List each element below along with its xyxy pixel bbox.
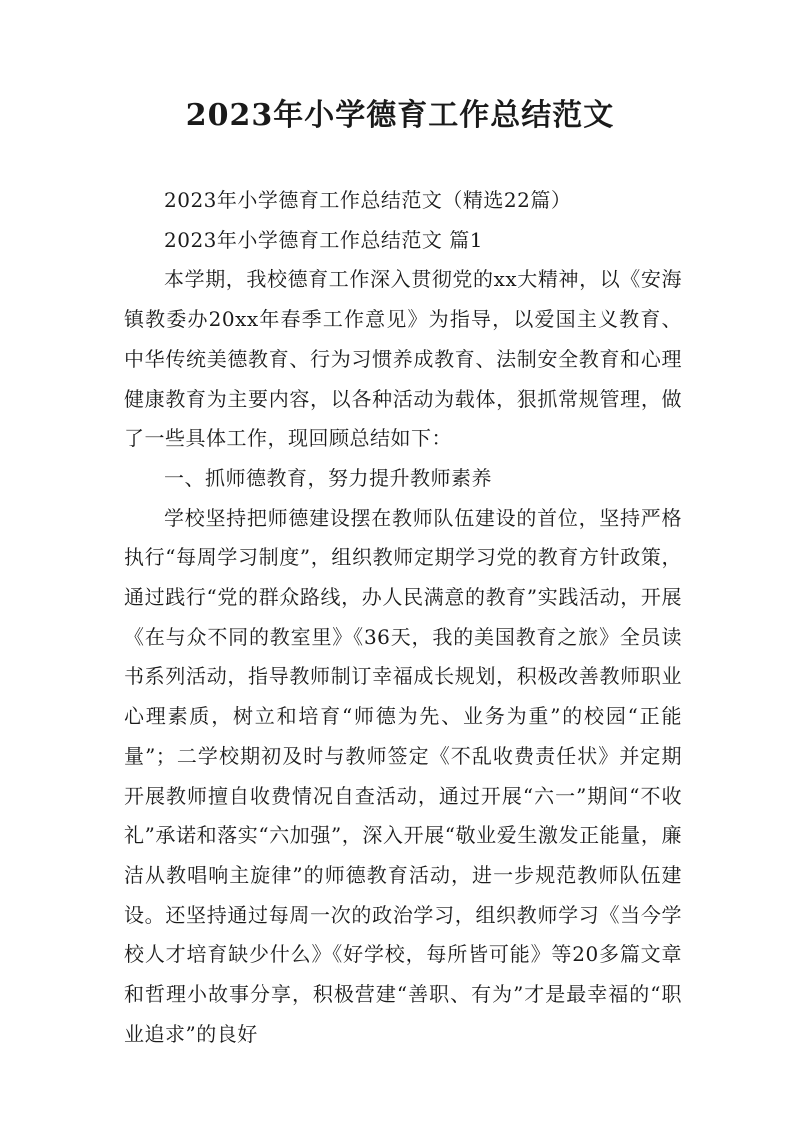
document-body [124, 181, 682, 1054]
document-title: 2023年小学德育工作总结范文 [185, 98, 615, 133]
paragraph-subtitle: 2023年小学德育工作总结范文（精选22篇） [164, 188, 572, 212]
paragraph-heading-one: 一、抓师德教育，努力提升教师素养 [164, 465, 492, 490]
paragraph-intro: 本学期，我校德育工作深入贯彻党的xx大精神，以《安海镇教委办20xx年春季工作意见》为指导，以爱国主义教育、中华传统美德教育、行为习惯养成教育、法制安全教育和心理健康教育为主要内容，以各种活动为载体，狠抓常规管理，做了一些具体工作，现回顾总结如下： [124, 267, 682, 451]
paragraph-section-heading: 2023年小学德育工作总结范文 篇1 [164, 227, 483, 252]
paragraph-body: 学校坚持把师德建设摆在教师队伍建设的首位，坚持严格执行“每周学习制度”，组织教师定期学习党的教育方针政策，通过践行“党的群众路线，办人民满意的教育”实践活动，开展《在与众不同的教室里》《36天，我的美国教育之旅》全员读书系列活动，指导教师制订幸福成长规划，积极改善教师职业心理素质，树立和培育“师德为先、业务为重”的校园“正能量”；二学校期初及时与教师签定《不乱收费责任状》并定期开展教师擅自收费情况自查活动，通过开展“六一”期间“不收礼”承诺和落实“六加强”，深入开展“敬业爱生激发正能量，廉洁从教唱响主旋律”的师德教育活动，进一步规范教师队伍建设。还坚持通过每周一次的政治学习，组织教师学习《当今学校人才培育缺少什么》《好学校，每所皆可能》等20多篇文章和哲理小故事分享，积极营建“善职、有为”才是最幸福的“职业追求”的良好 [124, 505, 682, 1046]
